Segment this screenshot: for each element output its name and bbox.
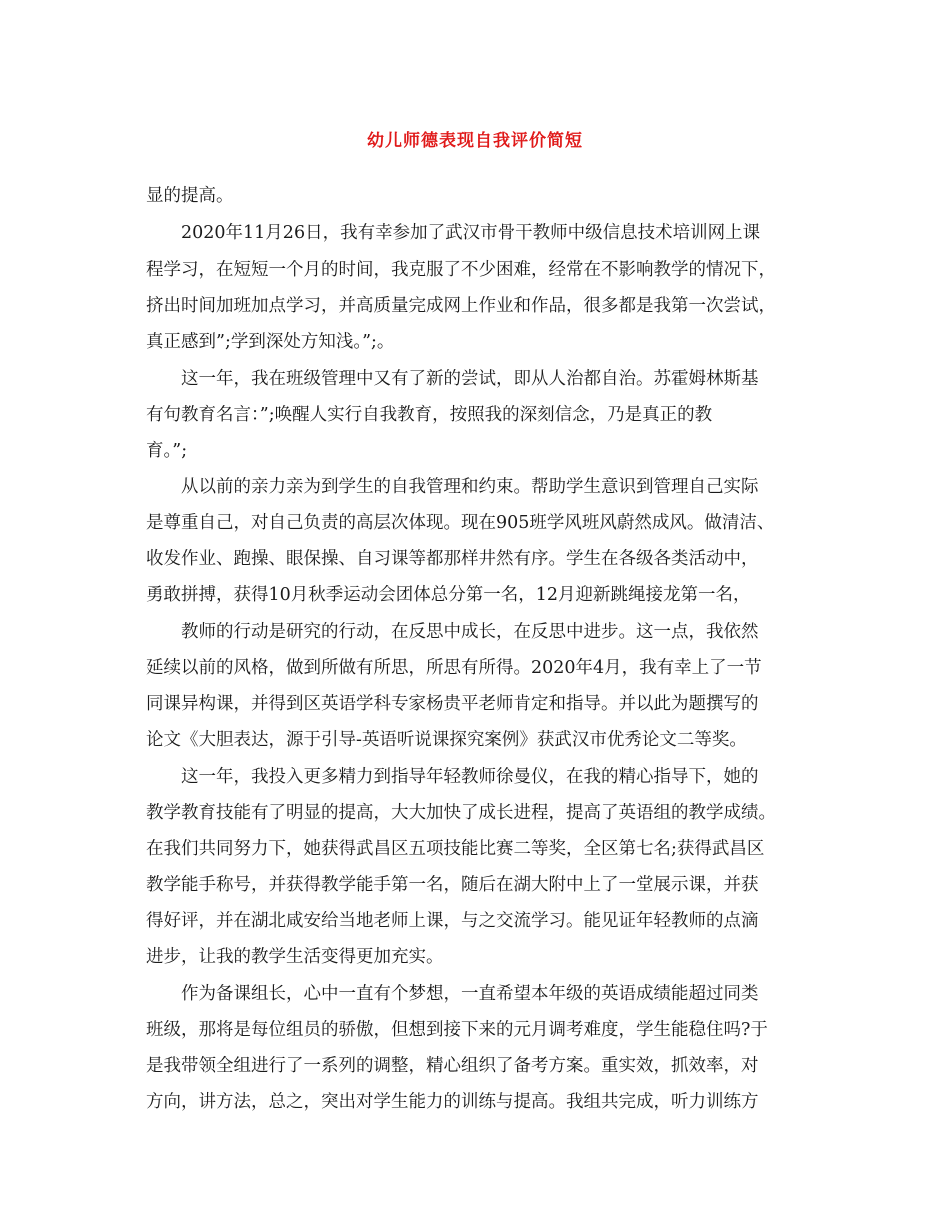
paragraph-first-line: 这一年，我投入更多精力到指导年轻教师徐曼仪，在我的精心指导下，她的 [181,767,759,787]
text-line: 同课异构课，并得到区英语学科专家杨贵平老师肯定和指导。并以此为题撰写的 [146,694,759,714]
text-line: 程学习，在短短一个月的时间，我克服了不少困难，经常在不影响教学的情况下， [146,260,776,280]
paragraph-first-line: 作为备课组长，心中一直有个梦想，一直希望本年级的英语成绩能超过同类 [181,984,759,1004]
text-line: 勇敢拼搏，获得10月秋季运动会团体总分第一名，12月迎新跳绳接龙第一名， [146,585,751,605]
text-line: 真正感到”;学到深处方知浅。”;。 [146,332,395,352]
text-line: 挤出时间加班加点学习，并高质量完成网上作业和作品，很多都是我第一次尝试， [146,296,776,316]
text-line: 有句教育名言：”;唤醒人实行自我教育，按照我的深刻信念，乃是真正的教 [146,405,713,425]
paragraph-first-line: 这一年，我在班级管理中又有了新的尝试，即从人治都自治。苏霍姆林斯基 [181,369,759,389]
text-line: 收发作业、跑操、眼保操、自习课等都那样井然有序。学生在各级各类活动中， [146,549,759,569]
paragraph-first-line: 从以前的亲力亲为到学生的自我管理和约束。帮助学生意识到管理自己实际 [181,477,759,497]
paragraph-first-line: 2020年11月26日，我有幸参加了武汉市骨干教师中级信息技术培训网上课 [181,223,761,243]
text-line: 方向，讲方法，总之，突出对学生能力的训练与提高。我组共完成，听力训练方 [146,1092,759,1112]
text-line: 论文《大胆表达，源于引导-英语听说课探究案例》获武汉市优秀论文二等奖。 [146,730,747,750]
text-line: 教学教育技能有了明显的提高，大大加快了成长进程，提高了英语组的教学成绩。 [146,803,776,823]
text-line: 延续以前的风格，做到所做有所思，所思有所得。2020年4月，我有幸上了一节 [146,658,762,678]
text-line: 在我们共同努力下，她获得武昌区五项技能比赛二等奖，全区第七名;获得武昌区 [146,839,765,859]
text-line: 进步，让我的教学生活变得更加充实。 [146,947,444,967]
paragraph-first-line: 教师的行动是研究的行动，在反思中成长，在反思中进步。这一点，我依然 [181,622,759,642]
text-line: 得好评，并在湖北咸安给当地老师上课，与之交流学习。能见证年轻教师的点滴 [146,911,759,931]
text-line: 育。”; [146,441,188,461]
text-line: 班级，那将是每位组员的骄傲，但想到接下来的元月调考难度，学生能稳住吗?于 [146,1020,768,1040]
document-title: 幼儿师德表现自我评价简短 [367,131,583,151]
text-line: 是尊重自己，对自己负责的高层次体现。现在905班学风班风蔚然成风。做清洁、 [146,513,775,533]
text-line: 显的提高。 [146,186,234,206]
text-line: 是我带领全组进行了一系列的调整，精心组织了备考方案。重实效，抓效率，对 [146,1056,759,1076]
text-line: 教学能手称号，并获得教学能手第一名，随后在湖大附中上了一堂展示课，并获 [146,875,759,895]
